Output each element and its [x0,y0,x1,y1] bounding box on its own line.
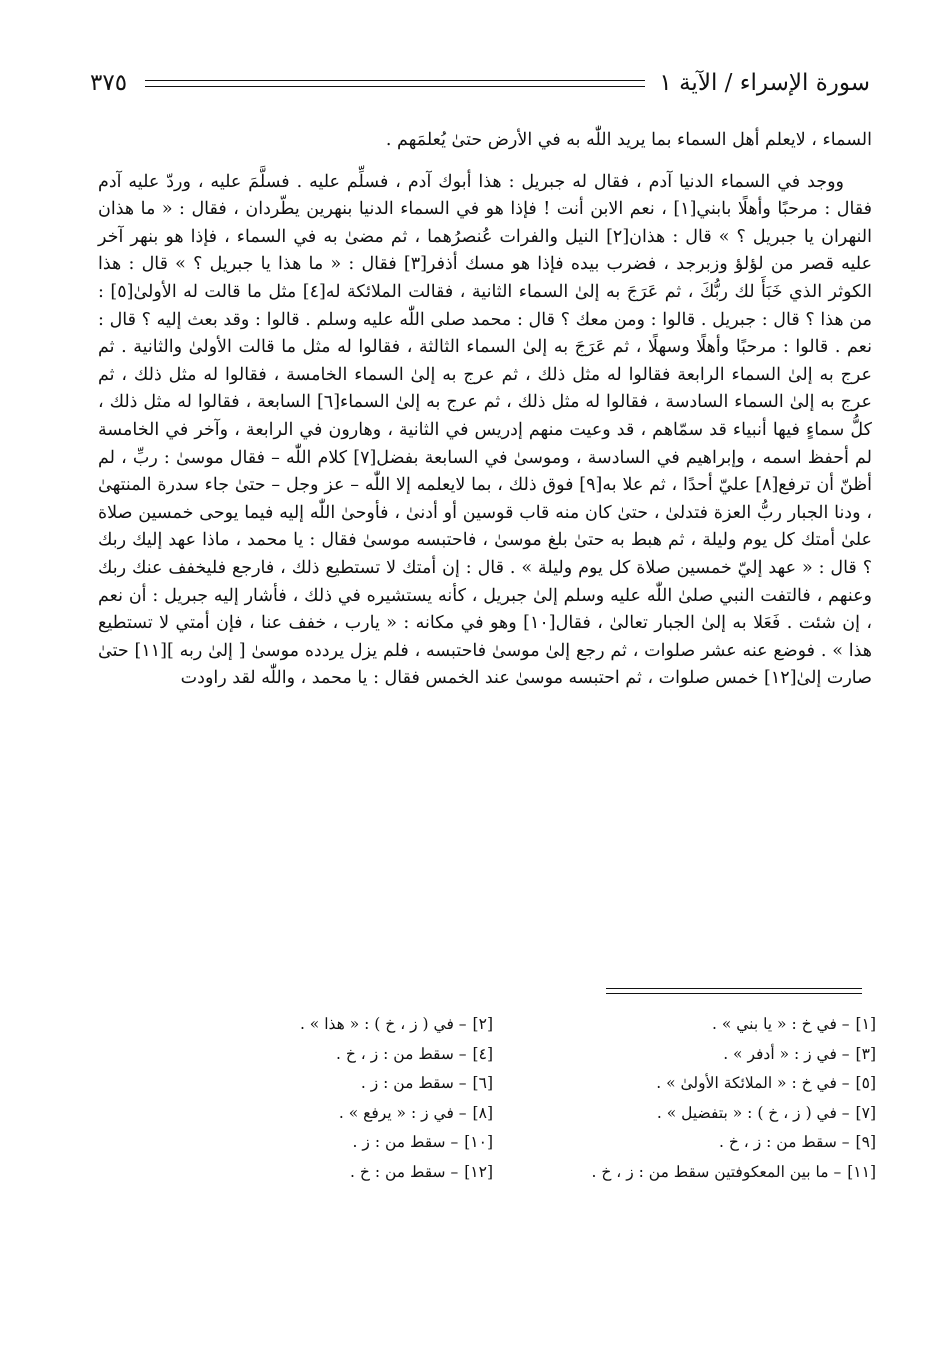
footnote-text: – في ز : « أدفر » . [723,1044,850,1063]
footnote-text: – سقط من : خ . [350,1162,459,1181]
footnote-text: – سقط من : ز . [352,1133,459,1151]
continuation-line: السماء ، لايعلم أهل السماء بما يريد اللّٰه به في الأرض حتىٰ يُعلمَهم . [385,130,872,150]
footnote-7 [533,1099,876,1129]
footnote-1 [533,1010,876,1040]
footnote-number: [١٠] [464,1133,493,1151]
footnote-11 [533,1158,876,1188]
footnote-rule [606,988,862,994]
footnote-8 [150,1099,493,1129]
footnote-text: – في ( ز ، خ ) : « هذا » . [299,1015,467,1033]
footnote-2 [150,1010,493,1040]
footnote-number: [٥] [855,1074,876,1092]
body-paragraph: ووجد في السماء الدنيا آدم ، فقال له جبريل : هذا أبوك آدم ، فسلِّم عليه . فسلَّمَ عليه ، وردّ عليه آدم فقال : مرحبًا وأهلًا بابني[١] ، نعم الابن أنت ! فإذا هو في السماء الدنيا بنهرين يطّردان ، فقال : « ما هذان النهران يا جبريل ؟ » قال : هذان[٢] النيل والفرات عُنصرُهما ، ثم مضىٰ به في السماء ، فإذا هو بنهر آخر عليه قصر من لؤلؤ وزبرجد ، فضرب بيده فإذا هو مسك أذفر[٣] فقال : « ما هذا يا جبريل ؟ » قال : هذا الكوثر الذي خَبَأَ لك ربُّكَ ، ثم عَرَجَ به إلىٰ السماء الثانية ، فقالت الملائكة له[٤] مثل ما قالت له الأولىٰ[٥] : من هذا ؟ قال : جبريل . قالوا : ومن معك ؟ قال : محمد صلى اللّٰه عليه وسلم . قالوا : وقد بعث إليه ؟ قال : نعم . قالوا : مرحبًا وأهلًا وسهلًا ، ثم عَرَجَ به إلىٰ السماء الثالثة ، فقالوا له مثل ما قالت الأولىٰ والثانية . ثم عرج به إلىٰ السماء الرابعة فقالوا له مثل ذلك ، ثم عرج به إلىٰ السماء الخامسة ، فقالوا له مثل ذلك ، ثم عرج به إلىٰ السماء السادسة ، فقالوا له مثل ذلك ، ثم عرج به إلىٰ السماء[٦] السابعة ، فقالوا له مثل ذلك ، كلُّ سماءٍ فيها أنبياء قد سمّاهم ، قد وعيت منهم إدريس في الثانية ، وهارون في الرابعة ، وآخر في الخامسة لم أحفظ اسمه ، وإبراهيم في السادسة ، وموسىٰ في السابعة بفضل[٧] كلام اللّٰه – فقال موسىٰ : ربِّ ، لم أظنّ أن ترفع[٨] عليّ أحدًا ، ثم علا به[٩] فوق ذلك ، بما لايعلمه إلا اللّٰه – عز وجل – حتىٰ جاء سدرة المنتهىٰ ، ودنا الجبار ربُّ العزة فتدلىٰ ، حتىٰ كان منه قاب قوسين أو أدنىٰ ، فأوحىٰ اللّٰه إليه فيما يوحى خمسين صلاة علىٰ أمتك كل يوم وليلة ، ثم هبط به حتىٰ بلغ موسىٰ ، فاحتبسه موسىٰ فقال : يا محمد ، ماذا عهد إليك ربك ؟ قال : « عهد إليّ خمسين صلاة كل يوم وليلة » . قال : إن أمتك لا تستطيع ذلك ، فارجع فليخفف عنك ربك وعنهم ، فالتفت النبي صلىٰ اللّٰه عليه وسلم إلىٰ جبريل ، كأنه يستشيره في ذلك ، فأشار إليه جبريل : أن نعم ، إن شئت . فَعَلا به إلىٰ الجبار تعالىٰ ، فقال[١٠] وهو في مكانه : « يارب ، خفف عنا ، فإن أمتي لا تستطيع هذا » . فوضع عنه عشر صلوات ، ثم رجع إلىٰ موسىٰ فاحتبسه ، فلم يزل يردده موسىٰ [ إلىٰ ربه ][١١] حتىٰ صارت إلىٰ[١٢] خمس صلوات ، ثم احتبسه موسىٰ عند الخمس فقال : يا محمد ، واللّٰه لقد راودت [98,171,873,689]
header-rule [145,80,645,87]
footnote-4 [150,1040,493,1070]
footnote-9 [533,1128,876,1158]
footnote-number: [١٢] [464,1162,493,1181]
footnote-text: – ما بين المعكوفتين سقط من : ز ، خ . [591,1162,842,1181]
footnote-3 [533,1040,876,1070]
footnote-number: [١١] [847,1162,876,1181]
footnote-text: – سقط من : ز . [360,1074,467,1092]
footnote-12 [150,1158,493,1188]
footnote-text: – سقط من : ز ، خ . [719,1133,850,1151]
footnote-number: [٤] [472,1044,493,1063]
footnote-text: – في ( ز ، خ ) : « بتفضيل » . [656,1103,850,1122]
footnote-number: [٦] [472,1074,493,1092]
page-number: ٣٧٥ [90,70,128,96]
footnotes [150,1010,876,1187]
footnote-number: [٢] [472,1015,493,1033]
footnote-6 [150,1069,493,1099]
main-text [98,127,872,693]
footnote-10 [150,1128,493,1158]
page-header [90,66,870,100]
footnote-text: – في ز : « يرفع » . [338,1103,467,1122]
page-title: سورة الإسراء / الآية ١ [659,70,870,96]
footnote-number: [٩] [855,1133,876,1151]
footnote-number: [١] [855,1015,876,1033]
footnote-text: – في خ : « الملائكة الأولىٰ » . [656,1074,850,1092]
footnote-number: [٧] [855,1103,876,1122]
footnote-number: [٨] [472,1103,493,1122]
footnote-number: [٣] [855,1044,876,1063]
footnote-5 [533,1069,876,1099]
footnote-text: – في خ : « يا بني » . [711,1015,850,1033]
footnote-text: – سقط من : ز ، خ . [336,1044,467,1063]
